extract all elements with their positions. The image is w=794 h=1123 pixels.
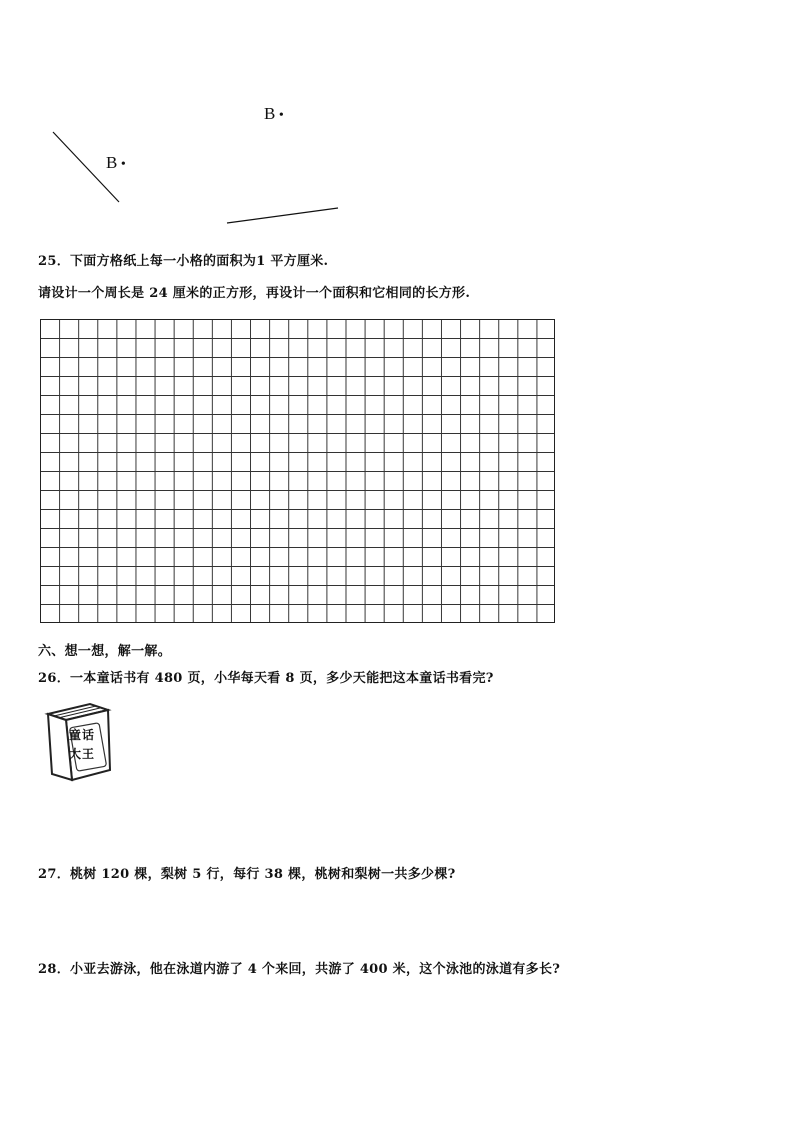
question-25-instruction: 请设计一个周长是 24 厘米的正方形，再设计一个面积和它相同的长方形. [38, 286, 471, 301]
point-b-lower-dot: • [117, 157, 126, 172]
point-b-upper-dot: • [275, 108, 284, 123]
point-b-upper-label: B [264, 104, 276, 123]
question-26: 26．一本童话书有 480 页，小华每天看 8 页，多少天能把这本童话书看完? [38, 671, 494, 686]
point-b-lower [106, 153, 126, 173]
point-b-lower-label: B [106, 153, 118, 172]
book-title-line2: 大王 [68, 747, 95, 761]
question-28: 28．小亚去游泳，他在泳道内游了 4 个来回，共游了 400 米，这个泳池的泳道有多长? [38, 962, 561, 977]
point-b-upper [264, 104, 284, 124]
book-title-line1: 童话 [68, 728, 95, 742]
geometry-figure [0, 0, 794, 240]
section-6-heading: 六、想一想，解一解。 [38, 644, 172, 659]
square-grid-paper[interactable] [40, 319, 555, 623]
bottom-line [227, 208, 338, 223]
question-25: 25．下面方格纸上每一小格的面积为1 平方厘米. [38, 254, 329, 269]
book-cover-title [62, 726, 102, 764]
question-27: 27．桃树 120 棵，梨树 5 行，每行 38 棵，桃树和梨树一共多少棵? [38, 867, 456, 882]
